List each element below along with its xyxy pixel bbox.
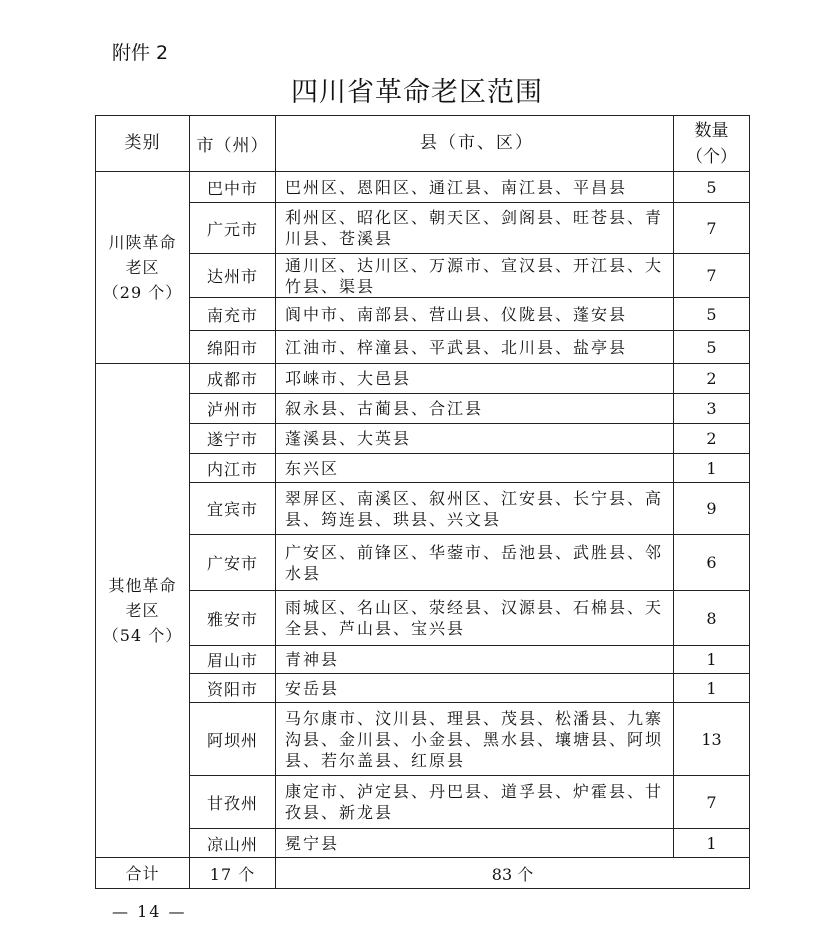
table-row [96,646,750,674]
counties-cell: 广安区、前锋区、华蓥市、岳池县、武胜县、邻水县 [276,535,674,591]
table-row [96,829,750,858]
header-county: 县（市、区） [276,116,674,172]
header-count [674,116,750,172]
city-cell: 甘孜州 [190,776,276,829]
count-cell: 13 [674,703,750,776]
count-cell: 3 [674,394,750,424]
city-cell: 泸州市 [190,394,276,424]
count-cell: 7 [674,776,750,829]
group-name-line2: 老区 [125,601,160,620]
city-cell: 宜宾市 [190,483,276,535]
table-row [96,254,750,298]
city-cell: 成都市 [190,364,276,394]
table-row [96,483,750,535]
page-title: 四川省革命老区范围 [291,77,543,108]
table-header-row [96,116,750,172]
city-cell: 广元市 [190,203,276,254]
table-row [96,674,750,703]
count-cell: 9 [674,483,750,535]
counties-cell: 邛崃市、大邑县 [276,364,674,394]
counties-cell: 翠屏区、南溪区、叙州区、江安县、长宁县、高县、筠连县、珙县、兴文县 [276,483,674,535]
count-cell: 8 [674,591,750,646]
counties-cell: 阆中市、南部县、营山县、仪陇县、蓬安县 [276,298,674,331]
header-type: 类别 [96,116,190,172]
count-cell: 2 [674,424,750,454]
counties-cell: 东兴区 [276,454,674,483]
table-row [96,298,750,331]
count-cell: 7 [674,254,750,298]
table-row [96,331,750,364]
group-name-other [96,364,190,858]
group-name-line1: 其他革命 [108,576,177,595]
table-row [96,364,750,394]
page-number: — 14 — [112,902,187,921]
group-name-line3: （54 个） [102,626,183,645]
attachment-label: 附件 2 [112,42,169,64]
counties-cell: 安岳县 [276,674,674,703]
city-cell: 达州市 [190,254,276,298]
city-cell: 绵阳市 [190,331,276,364]
counties-cell: 叙永县、古蔺县、合江县 [276,394,674,424]
table-row [96,454,750,483]
header-city: 市（州） [190,116,276,172]
counties-cell: 江油市、梓潼县、平武县、北川县、盐亭县 [276,331,674,364]
count-cell: 5 [674,172,750,203]
count-cell: 6 [674,535,750,591]
city-cell: 南充市 [190,298,276,331]
city-cell: 阿坝州 [190,703,276,776]
counties-cell: 康定市、泸定县、丹巴县、道孚县、炉霍县、甘孜县、新龙县 [276,776,674,829]
count-cell: 1 [674,829,750,858]
table-row [96,535,750,591]
group-name-line1: 川陕革命 [108,233,177,252]
group-name-chuanshan [96,172,190,364]
city-cell: 资阳市 [190,674,276,703]
table-row [96,591,750,646]
total-counties: 83 个 [276,858,750,889]
counties-cell: 青神县 [276,646,674,674]
count-cell: 5 [674,298,750,331]
counties-cell: 通川区、达川区、万源市、宣汉县、开江县、大竹县、渠县 [276,254,674,298]
city-cell: 巴中市 [190,172,276,203]
table-row [96,703,750,776]
city-cell: 内江市 [190,454,276,483]
counties-cell: 利州区、昭化区、朝天区、剑阁县、旺苍县、青川县、苍溪县 [276,203,674,254]
count-cell: 1 [674,646,750,674]
total-cities: 17 个 [190,858,276,889]
counties-cell: 蓬溪县、大英县 [276,424,674,454]
table-row [96,172,750,203]
total-label: 合计 [96,858,190,889]
city-cell: 广安市 [190,535,276,591]
city-cell: 遂宁市 [190,424,276,454]
city-cell: 雅安市 [190,591,276,646]
counties-cell: 冕宁县 [276,829,674,858]
counties-cell: 巴州区、恩阳区、通江县、南江县、平昌县 [276,172,674,203]
table-row [96,203,750,254]
count-cell: 7 [674,203,750,254]
table-row [96,424,750,454]
count-cell: 1 [674,454,750,483]
city-cell: 凉山州 [190,829,276,858]
counties-cell: 雨城区、名山区、荥经县、汉源县、石棉县、天全县、芦山县、宝兴县 [276,591,674,646]
total-row [96,858,750,889]
table-row [96,394,750,424]
count-cell: 2 [674,364,750,394]
group-name-line3: （29 个） [102,283,183,302]
counties-cell: 马尔康市、汶川县、理县、茂县、松潘县、九寨沟县、金川县、小金县、黑水县、壤塘县、阿坝县、若尔盖县、红原县 [276,703,674,776]
revolutionary-areas-table [95,115,750,889]
table-row [96,776,750,829]
city-cell: 眉山市 [190,646,276,674]
header-count-line1: 数量 [694,120,729,141]
group-name-line2: 老区 [125,258,160,277]
count-cell: 1 [674,674,750,703]
header-count-line2: （个） [686,146,737,167]
count-cell: 5 [674,331,750,364]
